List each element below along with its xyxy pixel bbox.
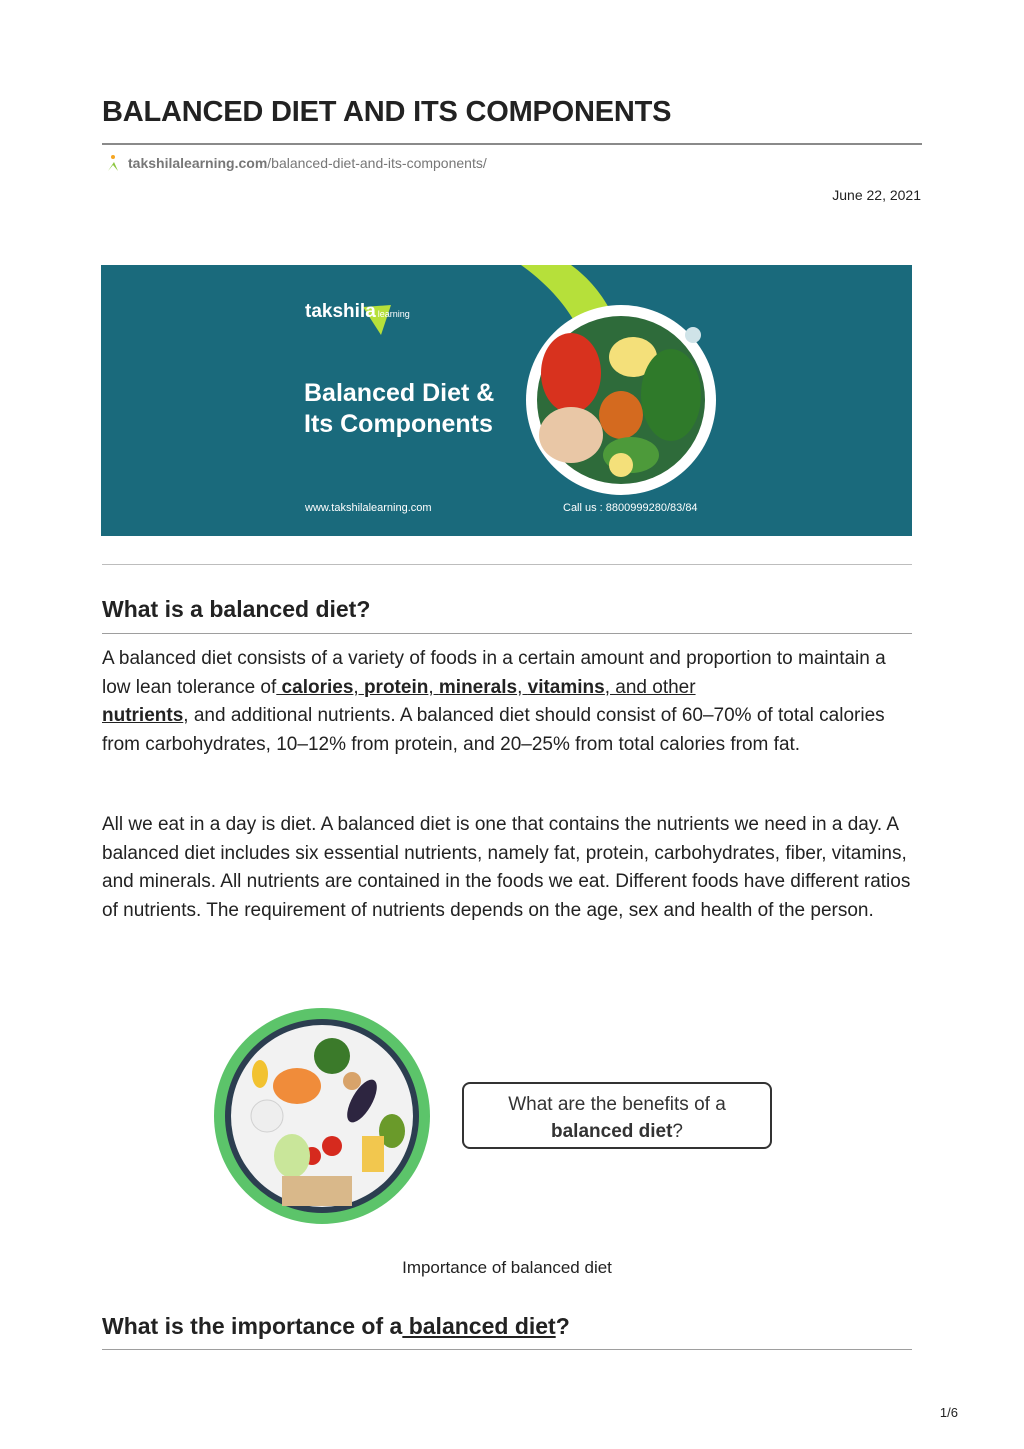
paragraph-text: A balanced diet consists of a variety of foods in a certain amount and proportion to maintain a low lean tolerance of <box>102 648 886 698</box>
link-and-other[interactable] <box>605 677 696 698</box>
source-line <box>104 154 487 172</box>
benefits-card <box>462 1082 772 1149</box>
hero-title <box>304 378 544 440</box>
title-divider <box>102 143 922 145</box>
section-divider <box>102 564 912 565</box>
hero-title-line2: Its Components <box>304 410 493 438</box>
food-plate-image <box>212 1006 432 1226</box>
section-heading-balanced-diet: What is a balanced diet? <box>102 596 371 622</box>
link-calories[interactable] <box>276 677 353 698</box>
hero-title-line1: Balanced Diet & <box>304 379 495 407</box>
benefits-card-bold: balanced diet <box>551 1121 673 1142</box>
hero-brand-tail: learning <box>377 309 410 319</box>
heading-question-mark: ? <box>555 1313 570 1339</box>
link-sep-2[interactable] <box>428 677 439 698</box>
link-sep-3[interactable] <box>517 677 528 698</box>
paragraph-definition <box>102 645 917 759</box>
hero-banner <box>101 265 912 536</box>
hero-brand <box>305 301 410 323</box>
link-minerals[interactable] <box>439 677 517 698</box>
page-title: BALANCED DIET AND ITS COMPONENTS <box>102 96 672 128</box>
source-domain[interactable]: takshilalearning.com <box>128 155 268 171</box>
hero-brand-name: takshila <box>305 301 376 322</box>
link-protein-label: protein <box>363 676 429 698</box>
section-heading-rule <box>102 1349 912 1350</box>
link-nutrients-label: nutrients <box>102 705 184 727</box>
heading-importance-text: What is the importance of a <box>102 1313 403 1339</box>
benefits-card-line1: What are the benefits of a <box>508 1094 726 1115</box>
link-sep-2-text: , <box>428 676 439 698</box>
takshila-logo-icon <box>104 154 122 172</box>
link-sep-1-text: , <box>353 676 364 698</box>
paragraph-nutrients: All we eat in a day is diet. A balanced diet is one that contains the nutrients we need in a day. A balanced diet includes six essential nutrients, namely fat, protein, carbohydrates, fiber, vitamins, and minerals. All nutrients are contained in the foods we eat. Different foods have different ratios of nutrients. The requirement of nutrients depends on the age, sex and health of the person. <box>102 814 911 921</box>
figure-caption: Importance of balanced diet <box>402 1258 612 1277</box>
page-number: 1/6 <box>939 1405 958 1420</box>
link-minerals-label: minerals <box>438 676 518 698</box>
hero-call: Call us : 8800999280/83/84 <box>563 502 698 514</box>
link-sep-1[interactable] <box>353 677 364 698</box>
source-path[interactable]: /balanced-diet-and-its-components/ <box>267 155 487 171</box>
link-vitamins[interactable] <box>528 677 605 698</box>
link-calories-label: calories <box>276 676 354 698</box>
section-heading-rule <box>102 633 912 634</box>
hero-website: www.takshilalearning.com <box>305 502 432 514</box>
link-vitamins-label: vitamins <box>527 676 605 698</box>
benefits-card-line2 <box>464 1118 770 1145</box>
link-protein[interactable] <box>364 677 428 698</box>
link-balanced-diet[interactable]: balanced diet <box>402 1313 556 1339</box>
link-and-other-text: , and other <box>604 676 696 698</box>
benefits-card-question-mark: ? <box>672 1121 683 1142</box>
publish-date: June 22, 2021 <box>832 187 921 203</box>
section-heading-importance <box>102 1313 570 1340</box>
paragraph-text-end: , and additional nutrients. A balanced diet should consist of 60–70% of total calories from carbohydrates, 10–12% from protein, and 20–25% from total calories from fat. <box>102 705 885 755</box>
link-nutrients[interactable] <box>102 705 183 726</box>
link-sep-3-text: , <box>517 676 528 698</box>
